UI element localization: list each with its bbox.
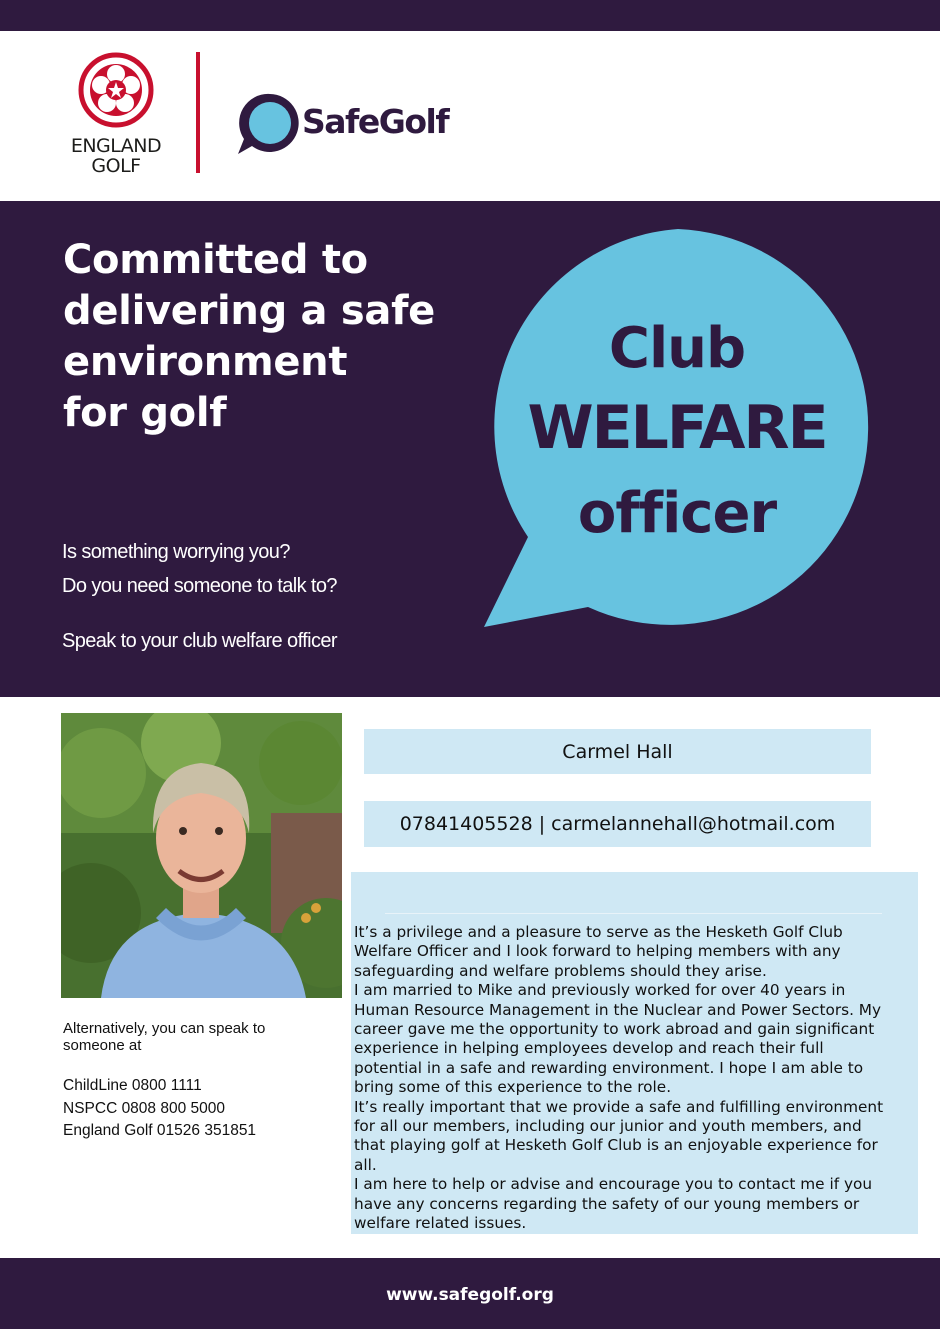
officer-name: Carmel Hall (364, 729, 871, 774)
bio-line: welfare related issues. (354, 1214, 527, 1233)
headline-line: for golf (63, 390, 227, 436)
divider (385, 913, 882, 914)
bio-line: have any concerns regarding the safety of our young members or (354, 1194, 860, 1213)
bio-line: Human Resource Management in the Nuclear and Power Sectors. My (354, 1000, 882, 1019)
welfare-officer-title (490, 313, 864, 557)
safegolf-website-link[interactable]: www.safegolf.org (386, 1284, 554, 1305)
bio-line: I am married to Mike and previously worked for over 40 years in (354, 981, 846, 1000)
hero-banner (0, 201, 940, 697)
helpline-england-golf: England Golf 01526 351851 (63, 1122, 257, 1139)
alternative-contact-intro: Alternatively, you can speak to someone at (63, 1020, 266, 1054)
headline-line: Committed to (63, 237, 368, 283)
bio-line: potential in a safe and rewarding environment. I hope I am able to (354, 1058, 864, 1077)
bubble-line: WELFARE (527, 393, 827, 463)
hero-headline (63, 235, 443, 439)
helpline-nspcc: NSPCC 0808 800 5000 (63, 1099, 226, 1117)
helpline-childline: ChildLine 0800 1111 (63, 1077, 202, 1094)
officer-bio-panel (351, 872, 918, 1234)
bio-line: safeguarding and welfare problems should they arise. (354, 961, 767, 980)
safegolf-logo (234, 90, 454, 160)
bio-line: experience in helping employees develop and reach their full (354, 1039, 824, 1058)
bio-line: It’s really important that we provide a safe and fulfilling environment (354, 1097, 884, 1116)
top-bar (0, 0, 940, 31)
england-golf-logo (62, 52, 170, 182)
bubble-line: officer (577, 481, 777, 546)
safegolf-wordmark: SafeGolf (302, 102, 449, 141)
bio-line: all. (354, 1155, 377, 1174)
bio-line: for all our members, including our junior and youth members, and (354, 1117, 862, 1136)
bubble-line: Club (608, 316, 746, 381)
bio-line: I am here to help or advise and encourage you to contact me if you (354, 1175, 873, 1194)
helpline-list (63, 1075, 333, 1143)
bio-line: career gave me the opportunity to work abroad and gain significant (354, 1020, 875, 1039)
bio-line: bring some of this experience to the role. (354, 1078, 672, 1097)
question-worrying: Is something worrying you? (62, 541, 290, 563)
tudor-rose-icon (78, 52, 154, 128)
bio-line: that playing golf at Hesketh Golf Club is an enjoyable experience for (354, 1136, 878, 1155)
bio-line: Welfare Officer and I look forward to helping members with any (354, 942, 841, 961)
logo-divider (196, 52, 200, 173)
bio-line: It’s a privilege and a pleasure to serve as the Hesketh Golf Club (354, 923, 843, 941)
england-golf-wordmark: ENGLAND GOLF (70, 135, 162, 177)
footer-bar (0, 1258, 940, 1329)
officer-bio (354, 923, 916, 1234)
question-talk: Do you need someone to talk to? (62, 575, 337, 597)
headline-line: environment (63, 339, 348, 385)
headline-line: delivering a safe (63, 288, 436, 334)
officer-photo (61, 713, 342, 998)
speech-bubble-icon (234, 90, 302, 158)
call-to-action: Speak to your club welfare officer (62, 630, 337, 652)
officer-contact-details: 07841405528 | carmelannehall@hotmail.com (364, 801, 871, 847)
